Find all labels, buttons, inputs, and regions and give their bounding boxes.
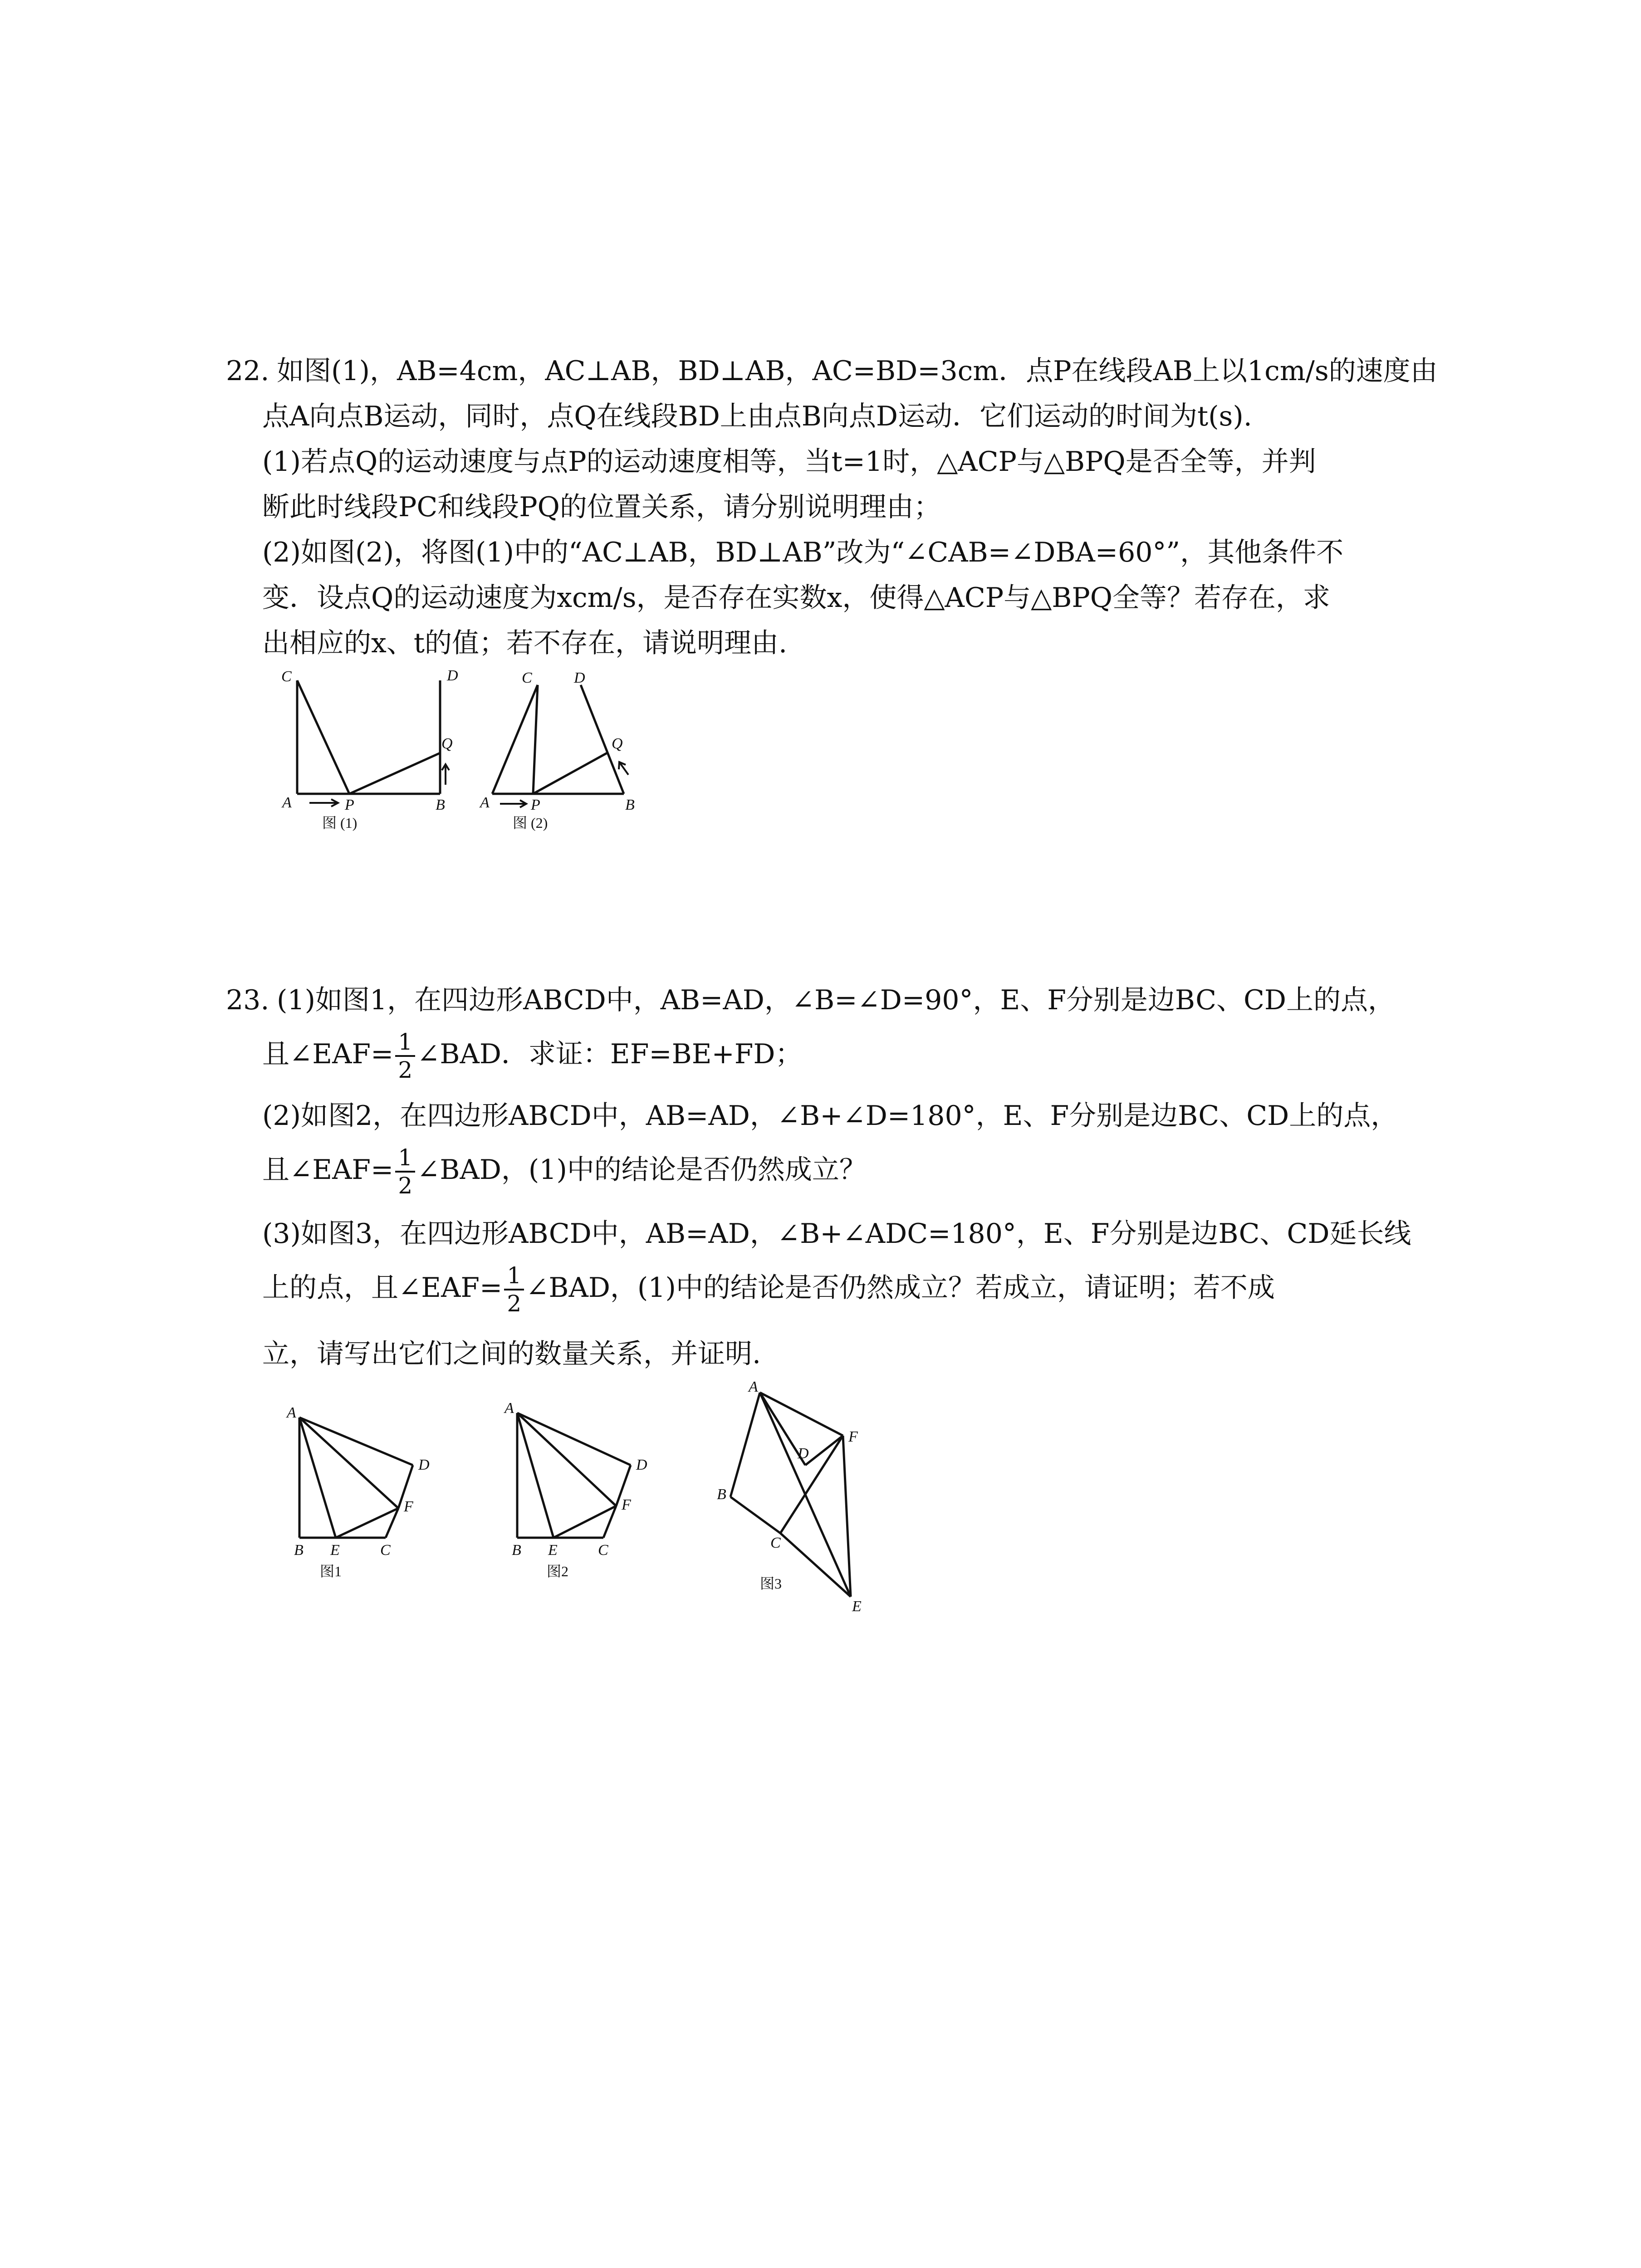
q23-fig3-label-d: D bbox=[798, 1445, 809, 1462]
q23-fig3-label-b: B bbox=[717, 1486, 726, 1503]
q23-fig1-label-d: D bbox=[418, 1457, 430, 1473]
q23-fig2-label-c: C bbox=[598, 1542, 608, 1559]
q23-figure-1 bbox=[277, 1397, 467, 1588]
q22-line-2: 点A向点B运动，同时，点Q在线段BD上由点B向点D运动．它们运动的时间为t(s). bbox=[262, 401, 1252, 432]
q23-p1-text-post: ∠BAD．求证：EF=BE+FD； bbox=[417, 1038, 803, 1070]
q23-p1-fraction-num: 1 bbox=[395, 1029, 415, 1057]
q22-fig2-label-c: C bbox=[522, 670, 532, 686]
q22-fig1-caption: 图 (1) bbox=[322, 815, 358, 831]
q23-fig2-label-a: A bbox=[505, 1400, 514, 1417]
q23-figure-2 bbox=[495, 1397, 685, 1588]
q23-p1-fraction bbox=[395, 1029, 415, 1083]
q23-p2-line-2 bbox=[262, 1141, 867, 1199]
q23-p3-fraction-den: 2 bbox=[507, 1290, 522, 1317]
q22-fig2-label-q: Q bbox=[612, 735, 623, 752]
q22-fig2-label-b: B bbox=[625, 797, 635, 813]
q22-fig2-label-p: P bbox=[531, 797, 540, 813]
q23-fig3-label-a: A bbox=[749, 1378, 758, 1395]
q23-fig1-label-a: A bbox=[287, 1404, 296, 1421]
q22-figure-1 bbox=[272, 667, 467, 853]
q23-fig1-label-e: E bbox=[330, 1542, 340, 1559]
q23-fig2-label-b: B bbox=[512, 1542, 521, 1559]
q22-fig1-label-b: B bbox=[436, 797, 445, 813]
q23-p2-line-1: (2)如图2，在四边形ABCD中，AB=AD，∠B+∠D=180°，E、F分别是边BC、CD上的点， bbox=[262, 1100, 1398, 1132]
q22-fig1-label-d: D bbox=[447, 667, 458, 684]
q23-p3-line-3: 立，请写出它们之间的数量关系，并证明. bbox=[262, 1338, 761, 1370]
q22-line-3: (1)若点Q的运动速度与点P的运动速度相等，当t=1时，△ACP与△BPQ是否全等，并判 bbox=[262, 446, 1316, 478]
q23-p1-line-1: (1)如图1，在四边形ABCD中，AB=AD，∠B=∠D=90°，E、F分别是边BC、CD上的点， bbox=[277, 984, 1396, 1016]
q23-fig3-caption: 图3 bbox=[760, 1575, 782, 1592]
q22-fig1-label-p: P bbox=[345, 797, 354, 813]
q23-figure-3 bbox=[717, 1374, 916, 1615]
q23-p3-text-pre: 上的点，且∠EAF= bbox=[262, 1272, 503, 1304]
q23-fig3-label-c: C bbox=[770, 1535, 781, 1551]
q22-line-4: 断此时线段PC和线段PQ的位置关系，请分别说明理由； bbox=[262, 491, 941, 523]
q22-fig1-label-c: C bbox=[281, 668, 292, 685]
q23-p2-fraction bbox=[395, 1144, 415, 1199]
q23-fig1-label-b: B bbox=[294, 1542, 304, 1559]
q22-line-7: 出相应的x、t的值；若不存在，请说明理由. bbox=[262, 627, 788, 659]
q22-fig2-label-d: D bbox=[574, 670, 585, 686]
q22-fig1-label-a: A bbox=[282, 794, 292, 811]
q23-p3-fraction-num: 1 bbox=[504, 1262, 524, 1290]
q23-fig2-label-d: D bbox=[636, 1457, 647, 1473]
q23-p1-line-2 bbox=[262, 1025, 803, 1083]
q22-figure-2 bbox=[472, 671, 671, 853]
q23-fig2-label-e: E bbox=[548, 1542, 558, 1559]
q23-p1-fraction-den: 2 bbox=[398, 1057, 413, 1084]
q23-fig1-label-f: F bbox=[404, 1498, 413, 1515]
q22-fig2-label-a: A bbox=[480, 794, 490, 811]
q23-fig3-label-f: F bbox=[848, 1428, 858, 1445]
q22-line-1: 如图(1)，AB=4cm，AC⊥AB，BD⊥AB，AC=BD=3cm．点P在线段AB上以1cm/s的速度由 bbox=[277, 355, 1438, 387]
q23-fig2-caption: 图2 bbox=[547, 1563, 569, 1579]
q23-p2-text-post: ∠BAD，(1)中的结论是否仍然成立？ bbox=[417, 1154, 867, 1186]
q23-fig1-label-c: C bbox=[380, 1542, 391, 1559]
q23-p3-text-post: ∠BAD，(1)中的结论是否仍然成立？若成立，请证明；若不成 bbox=[526, 1272, 1275, 1304]
q23-p2-fraction-num: 1 bbox=[395, 1144, 415, 1173]
q22-line-6: 变．设点Q的运动速度为xcm/s，是否存在实数x，使得△ACP与△BPQ全等？若存在，求 bbox=[262, 582, 1330, 614]
q23-fig2-label-f: F bbox=[622, 1496, 631, 1513]
q22-number: 22. bbox=[226, 355, 269, 387]
q22-fig2-caption: 图 (2) bbox=[513, 815, 548, 831]
q23-p3-line-1: (3)如图3，在四边形ABCD中，AB=AD，∠B+∠ADC=180°，E、F分别是边BC、CD延长线 bbox=[262, 1218, 1411, 1250]
q23-p2-text-pre: 且∠EAF= bbox=[262, 1154, 394, 1186]
q22-line-5: (2)如图(2)，将图(1)中的“AC⊥AB，BD⊥AB”改为“∠CAB=∠DBA=60°”，其他条件不 bbox=[262, 537, 1344, 568]
q23-p1-text-pre: 且∠EAF= bbox=[262, 1038, 394, 1070]
q23-fig1-caption: 图1 bbox=[320, 1563, 342, 1579]
q23-number: 23. bbox=[226, 984, 269, 1016]
q23-p3-fraction bbox=[504, 1262, 524, 1317]
q23-fig3-label-e: E bbox=[852, 1598, 862, 1615]
q23-p2-fraction-den: 2 bbox=[398, 1173, 413, 1199]
q22-fig1-label-q: Q bbox=[441, 735, 453, 752]
q23-p3-line-2 bbox=[262, 1259, 1275, 1317]
